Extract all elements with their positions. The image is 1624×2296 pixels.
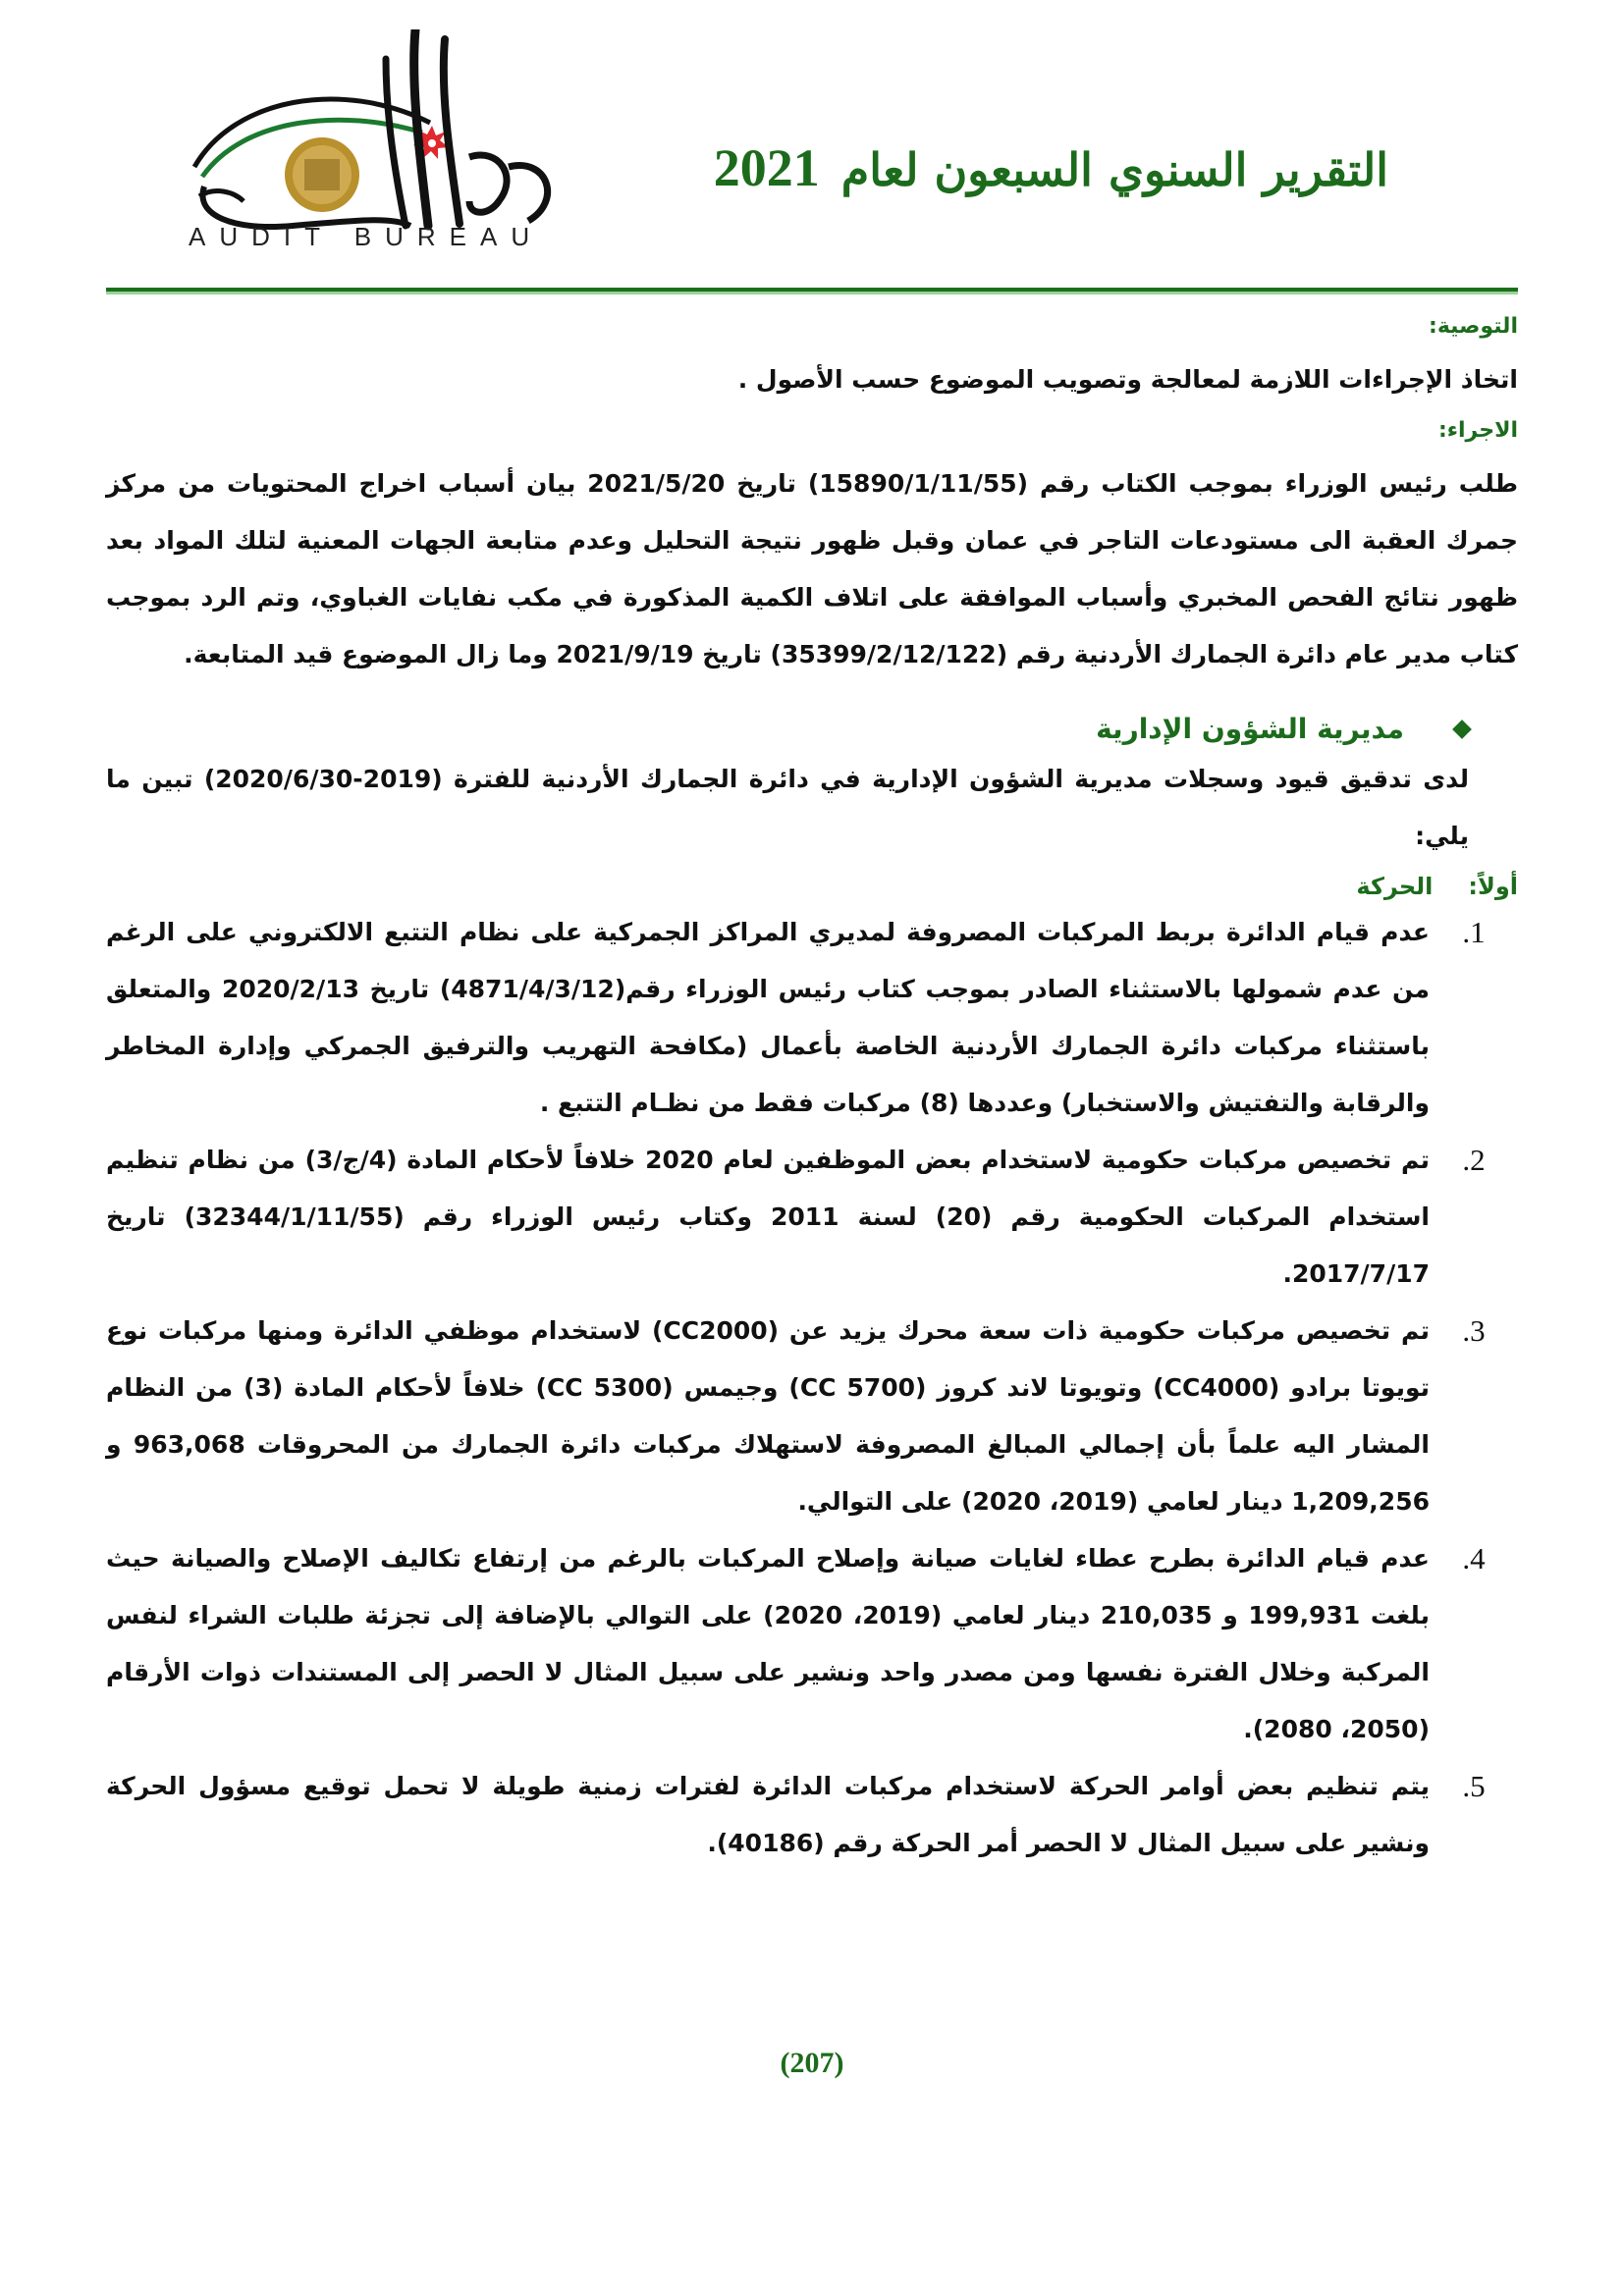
subsection-heading — [106, 873, 1518, 900]
list-item-number: 5. — [1462, 1769, 1486, 1803]
section-heading — [106, 713, 1518, 745]
section-intro: لدى تدقيق قيود وسجلات مديرية الشؤون الإدارية في دائرة الجمارك الأردنية للفترة (2019-2020/6/30) تبين ما يلي: — [106, 765, 1469, 850]
recommendation-text: اتخاذ الإجراءات اللازمة لمعالجة وتصويب الموضوع حسب الأصول . — [737, 365, 1518, 394]
list-item-text: عدم قيام الدائرة بطرح عطاء لغايات صيانة وإصلاح المركبات بالرغم من إرتفاع تكاليف الإصلاح والصيانة حيث بلغت 199,931 و 210,035 دينار لعامي (2019، 2020) على التوالي بالإضافة إلى تجزئة طلبات الشراء لنفس المركبة وخلال الفترة نفسها ومن مصدر واحد ونشير على سبيل المثال لا الحصر إلى المستندات ذوات الأرقام (2050، 2080). — [106, 1544, 1431, 1743]
action-label: الاجراء: — [1437, 418, 1518, 443]
report-title — [714, 137, 1388, 198]
list-item — [106, 1530, 1518, 1758]
list-item-text: تم تخصيص مركبات حكومية لاستخدام بعض الموظفين لعام 2020 خلافاً لأحكام المادة (4/ج/3) من نظام تنظيم استخدام المركبات الحكومية رقم (20) لسنة 2011 وكتاب رئيس الوزراء رقم (32344/1/11/55) تاريخ 2017/7/17. — [106, 1146, 1431, 1288]
page-number: (207) — [780, 2047, 844, 2079]
list-item-text: عدم قيام الدائرة بربط المركبات المصروفة لمديري المراكز الجمركية على نظام التتبع الالكتروني على الرغم من عدم شمولها بالاستثناء الصادر بموجب كتاب رئيس الوزراء رقم(4871/4/3/12) تاريخ 2020/2/13 والمتعلق باستثناء مركبات دائرة الجمارك الأردنية الخاصة بأعمال (مكافحة التهريب والترفيق الجمركي وإدارة المخاطر والرقابة والتفتيش والاستخبار) وعددها (8) مركبات فقط من نظـام التتبع . — [106, 918, 1431, 1117]
subsection-ordinal: أولاً: — [1468, 873, 1518, 900]
list-item — [106, 1303, 1518, 1530]
report-title-text: التقرير السنوي السبعون لعام — [840, 143, 1388, 196]
section-title: مديرية الشؤون الإدارية — [1096, 713, 1404, 745]
report-year: 2021 — [713, 138, 820, 197]
action-text: طلب رئيس الوزراء بموجب الكتاب رقم (15890/1/11/55) تاريخ 2021/5/20 بيان أسباب اخراج المحتويات من مركز جمرك العقبة الى مستودعات التاجر في عمان وقبل ظهور نتيجة التحليل وعدم متابعة الجهات المعنية لتلك المواد بعد ظهور نتائج الفحص المخبري وأسباب الموافقة على اتلاف الكمية المذكورة في مكب نفايات الغباوي، وتم الرد بموجب كتاب مدير عام دائرة الجمارك الأردنية رقم (35399/2/12/122) تاريخ 2021/9/19 وما زال الموضوع قيد المتابعة. — [106, 469, 1518, 668]
list-item-number: 2. — [1462, 1143, 1486, 1177]
list-item-number: 1. — [1462, 915, 1486, 949]
subsection-title: الحركة — [1356, 873, 1434, 900]
list-item — [106, 1758, 1518, 1872]
recommendation-label: التوصية: — [1429, 314, 1518, 339]
document-body — [106, 304, 1518, 1872]
list-item-number: 4. — [1462, 1541, 1486, 1575]
list-item — [106, 904, 1518, 1132]
logo-caption: AUDIT BUREAU — [189, 222, 544, 251]
diamond-bullet-icon — [1452, 720, 1472, 739]
list-item-text: يتم تنظيم بعض أوامر الحركة لاستخدام مركبات الدائرة لفترات زمنية طويلة لا تحمل توقيع مسؤول الحركة ونشير على سبيل المثال لا الحصر أمر الحركة رقم (40186). — [106, 1772, 1430, 1857]
list-item-text: تم تخصيص مركبات حكومية ذات سعة محرك يزيد عن (CC2000) لاستخدام موظفي الدائرة ومنها مركبات نوع تويوتا برادو (CC4000) وتويوتا لاند كروز (CC 5700) وجيمس (CC 5300) خلافاً لأحكام المادة (3) من النظام المشار اليه علماً بأن إجمالي المبالغ المصروفة لاستهلاك مركبات دائرة الجمارك من المحروقات 963,068 و 1,209,256 دينار لعامي (2019، 2020) على التوالي. — [106, 1316, 1431, 1516]
header-separator — [106, 288, 1518, 294]
list-item-number: 3. — [1462, 1313, 1486, 1348]
list-item — [106, 1132, 1518, 1303]
